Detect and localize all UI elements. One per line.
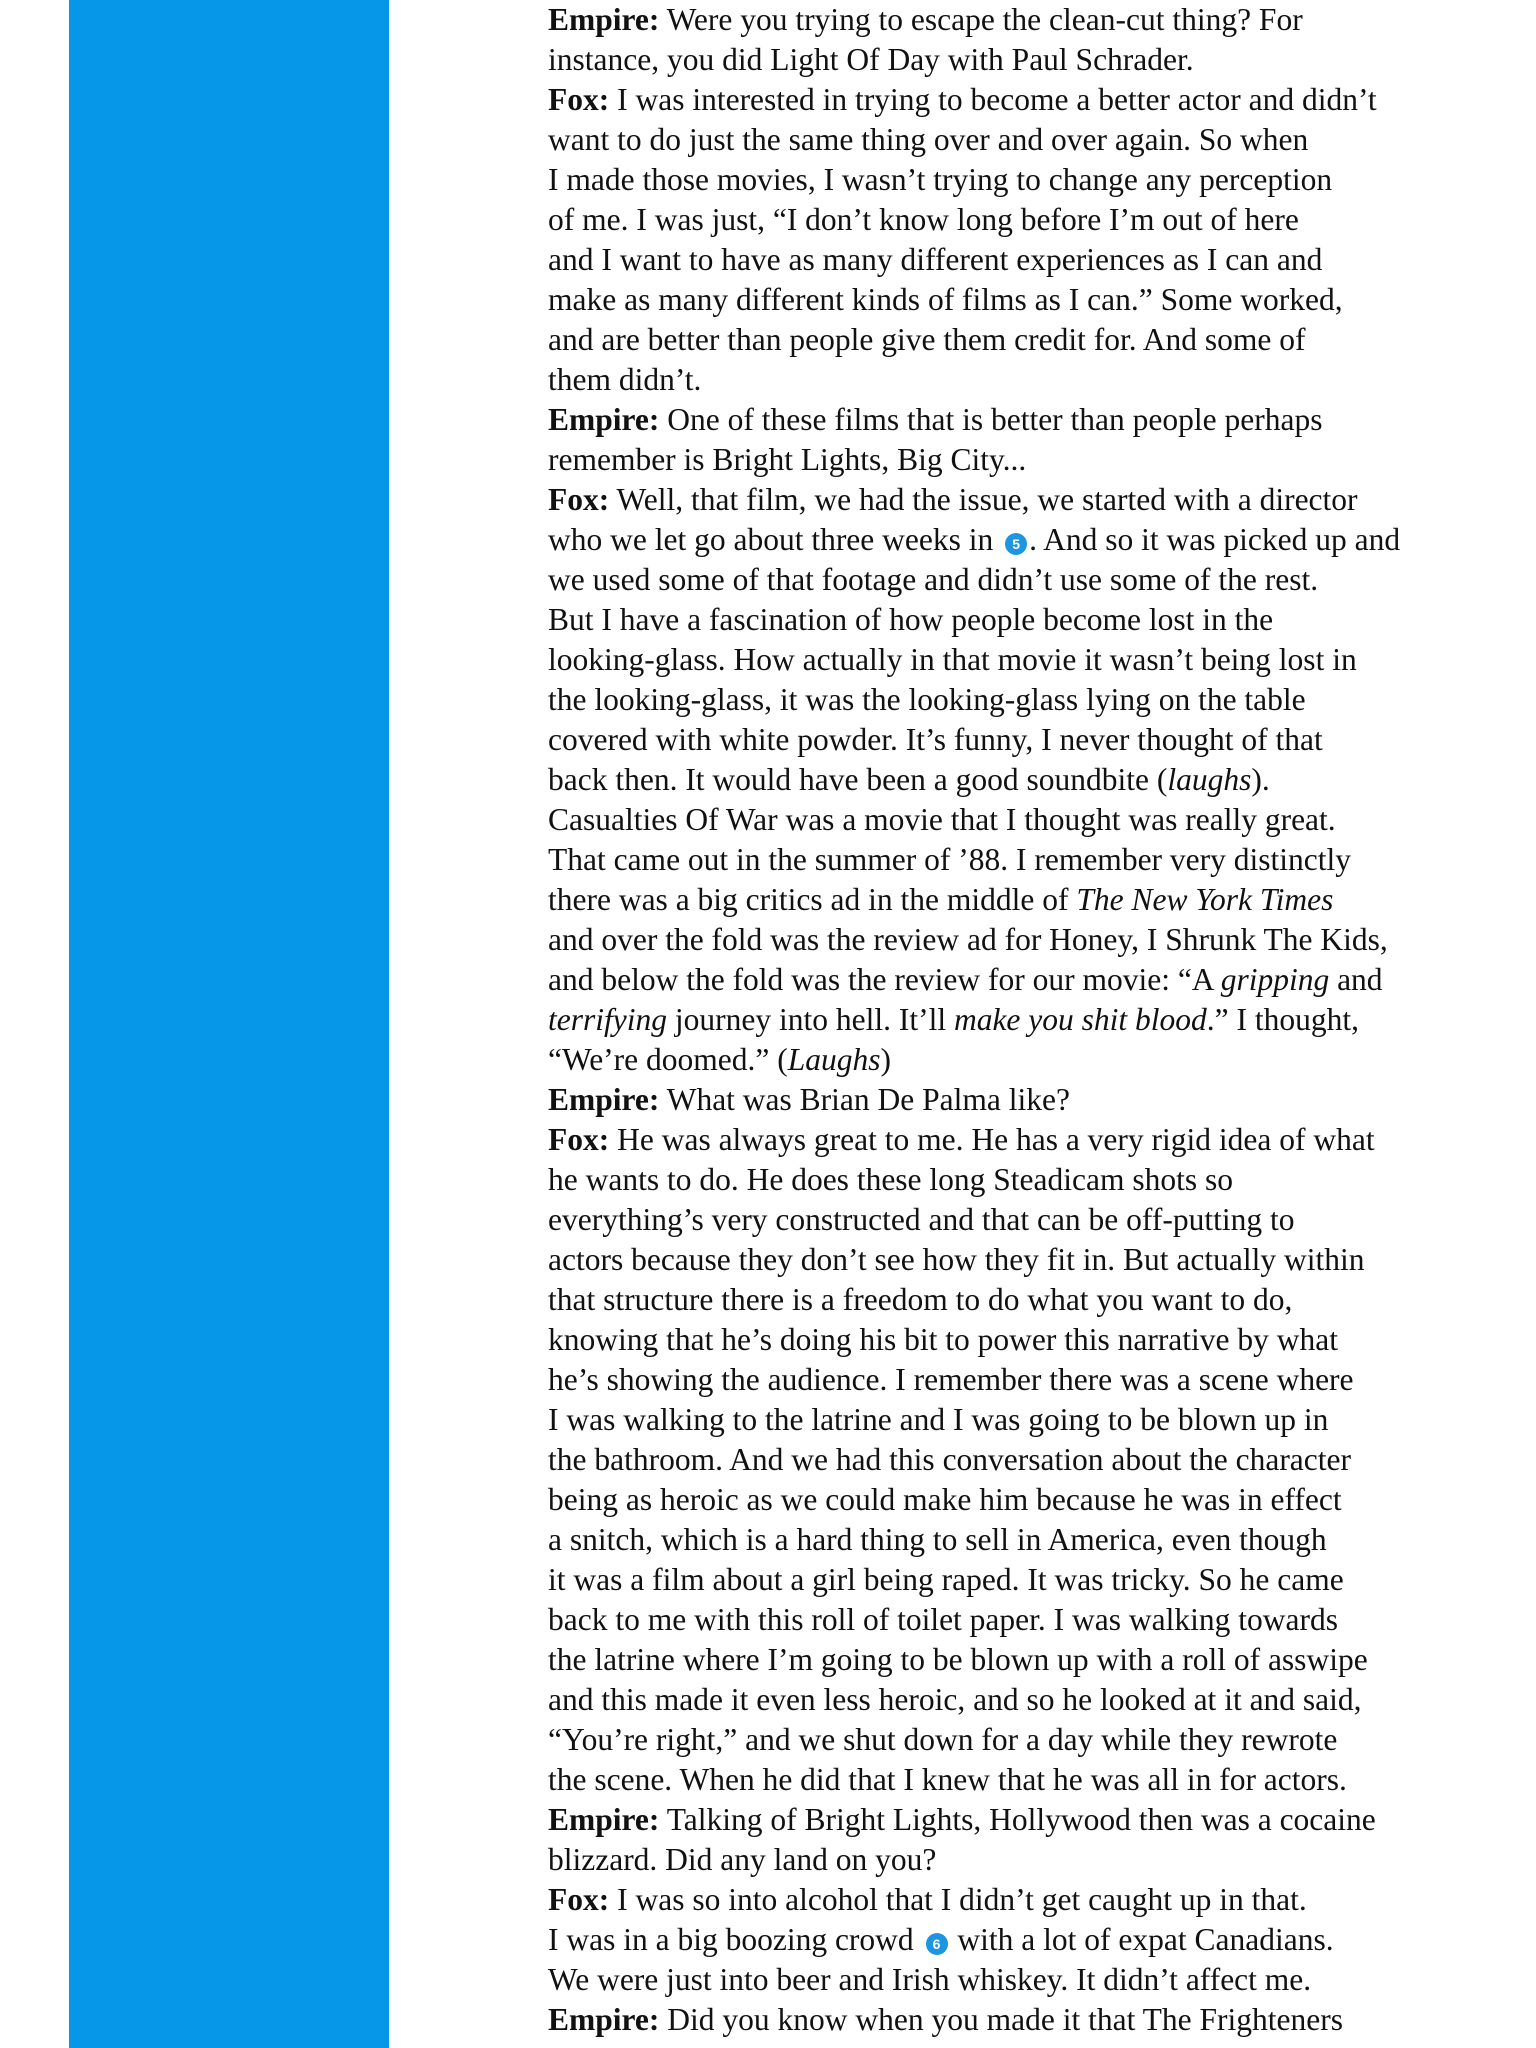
text-line xyxy=(548,880,1508,920)
body-text: He was always great to me. He has a very rigid idea of what xyxy=(609,1122,1375,1157)
body-text: instance, you did Light Of Day with Paul Schrader. xyxy=(548,42,1194,77)
text-line xyxy=(548,1960,1508,2000)
speaker-label: Fox: xyxy=(548,1882,610,1917)
footnote-marker-icon: 6 xyxy=(926,1933,948,1955)
body-text: and this made it even less heroic, and so he looked at it and said, xyxy=(548,1682,1362,1717)
body-text: We were just into beer and Irish whiskey. It didn’t affect me. xyxy=(548,1962,1312,1997)
speaker-label: Empire: xyxy=(548,2002,660,2037)
text-line xyxy=(548,560,1508,600)
text-line xyxy=(548,1800,1508,1840)
text-line xyxy=(548,120,1508,160)
speaker-label: Empire: xyxy=(548,402,660,437)
text-line xyxy=(548,1640,1508,1680)
text-line xyxy=(548,1040,1508,1080)
body-text: blizzard. Did any land on you? xyxy=(548,1842,937,1877)
italic-text: The New York Times xyxy=(1076,882,1334,917)
body-text: remember is Bright Lights, Big City... xyxy=(548,442,1027,477)
text-line xyxy=(548,280,1508,320)
body-text: Talking of Bright Lights, Hollywood then was a cocaine xyxy=(659,1802,1376,1837)
text-line xyxy=(548,640,1508,680)
speaker-label: Empire: xyxy=(548,1082,660,1117)
body-text: .” I thought, xyxy=(1206,1002,1360,1037)
text-line xyxy=(548,1840,1508,1880)
body-text: and over the fold was the review ad for Honey, I Shrunk The Kids, xyxy=(548,922,1388,957)
body-text: and I want to have as many different experiences as I can and xyxy=(548,242,1323,277)
text-line xyxy=(548,1120,1508,1160)
text-line xyxy=(548,1360,1508,1400)
body-text: Casualties Of War was a movie that I thought was really great. xyxy=(548,802,1336,837)
text-line xyxy=(548,480,1508,520)
body-text: covered with white powder. It’s funny, I never thought of that xyxy=(548,722,1323,757)
body-text: “We’re doomed.” ( xyxy=(548,1042,788,1077)
body-text: I was in a big boozing crowd xyxy=(548,1922,922,1957)
text-line xyxy=(548,1720,1508,1760)
body-text: want to do just the same thing over and over again. So when xyxy=(548,122,1309,157)
body-text: of me. I was just, “I don’t know long before I’m out of here xyxy=(548,202,1299,237)
body-text: with a lot of expat Canadians. xyxy=(949,1922,1334,1957)
speaker-label: Fox: xyxy=(548,482,610,517)
text-line xyxy=(548,840,1508,880)
text-line xyxy=(548,680,1508,720)
body-text: back then. It would have been a good soundbite ( xyxy=(548,762,1168,797)
body-text: But I have a fascination of how people become lost in the xyxy=(548,602,1274,637)
body-text: actors because they don’t see how they fit in. But actually within xyxy=(548,1242,1365,1277)
body-text: that structure there is a freedom to do what you want to do, xyxy=(548,1282,1293,1317)
text-line xyxy=(548,440,1508,480)
text-line xyxy=(548,760,1508,800)
text-line xyxy=(548,0,1508,40)
body-text: I was interested in trying to become a better actor and didn’t xyxy=(609,82,1377,117)
body-text: ). xyxy=(1251,762,1270,797)
body-text: make as many different kinds of films as I can.” Some worked, xyxy=(548,282,1343,317)
body-text: there was a big critics ad in the middle of xyxy=(548,882,1077,917)
text-line xyxy=(548,1280,1508,1320)
body-text: it was a film about a girl being raped. It was tricky. So he came xyxy=(548,1562,1344,1597)
text-line xyxy=(548,800,1508,840)
body-text: he’s showing the audience. I remember there was a scene where xyxy=(548,1362,1354,1397)
body-text: back to me with this roll of toilet paper. I was walking towards xyxy=(548,1602,1338,1637)
text-line xyxy=(548,400,1508,440)
text-line xyxy=(548,1240,1508,1280)
text-line xyxy=(548,1480,1508,1520)
body-text: the scene. When he did that I knew that he was all in for actors. xyxy=(548,1762,1347,1797)
body-text: and below the fold was the review for our movie: “A xyxy=(548,962,1221,997)
body-text: knowing that he’s doing his bit to power this narrative by what xyxy=(548,1322,1339,1357)
text-line xyxy=(548,1400,1508,1440)
body-text: What was Brian De Palma like? xyxy=(659,1082,1070,1117)
body-text: . And so it was picked up and xyxy=(1029,522,1401,557)
text-line xyxy=(548,1600,1508,1640)
body-text: One of these films that is better than people perhaps xyxy=(659,402,1323,437)
text-line xyxy=(548,520,1508,560)
body-text: looking-glass. How actually in that movie it wasn’t being lost in xyxy=(548,642,1357,677)
text-line xyxy=(548,1160,1508,1200)
body-text: That came out in the summer of ’88. I remember very distinctly xyxy=(548,842,1352,877)
text-line xyxy=(548,360,1508,400)
interview-text xyxy=(548,0,1508,2040)
text-line xyxy=(548,1320,1508,1360)
footnote-marker-icon: 5 xyxy=(1005,533,1027,555)
body-text: I was so into alcohol that I didn’t get caught up in that. xyxy=(609,1882,1307,1917)
body-text: “You’re right,” and we shut down for a day while they rewrote xyxy=(548,1722,1338,1757)
text-line xyxy=(548,1080,1508,1120)
italic-text: gripping xyxy=(1220,962,1330,997)
body-text: and xyxy=(1329,962,1383,997)
body-text: a snitch, which is a hard thing to sell in America, even though xyxy=(548,1522,1327,1557)
text-line xyxy=(548,80,1508,120)
speaker-label: Empire: xyxy=(548,1802,660,1837)
body-text: he wants to do. He does these long Steadicam shots so xyxy=(548,1162,1234,1197)
text-line xyxy=(548,1680,1508,1720)
blue-sidebar xyxy=(69,0,389,2048)
italic-text: terrifying xyxy=(548,1002,667,1037)
speaker-label: Fox: xyxy=(548,1122,610,1157)
text-line xyxy=(548,1560,1508,1600)
text-line xyxy=(548,200,1508,240)
italic-text: Laughs xyxy=(787,1042,881,1077)
text-line xyxy=(548,920,1508,960)
body-text: them didn’t. xyxy=(548,362,702,397)
text-line xyxy=(548,1440,1508,1480)
italic-text: make you shit blood xyxy=(953,1002,1207,1037)
text-line xyxy=(548,1520,1508,1560)
text-line xyxy=(548,1880,1508,1920)
body-text: Well, that film, we had the issue, we started with a director xyxy=(609,482,1358,517)
body-text: the bathroom. And we had this conversation about the character xyxy=(548,1442,1351,1477)
body-text: and are better than people give them credit for. And some of xyxy=(548,322,1306,357)
body-text: everything’s very constructed and that can be off-putting to xyxy=(548,1202,1295,1237)
speaker-label: Fox: xyxy=(548,82,610,117)
text-line xyxy=(548,1000,1508,1040)
text-line xyxy=(548,160,1508,200)
speaker-label: Empire: xyxy=(548,2,660,37)
text-line xyxy=(548,600,1508,640)
text-line xyxy=(548,1760,1508,1800)
text-line xyxy=(548,240,1508,280)
text-line xyxy=(548,2000,1508,2040)
body-text: the looking-glass, it was the looking-glass lying on the table xyxy=(548,682,1306,717)
body-text: Did you know when you made it that The Frighteners xyxy=(659,2002,1343,2037)
body-text: journey into hell. It’ll xyxy=(667,1002,954,1037)
body-text: I was walking to the latrine and I was going to be blown up in xyxy=(548,1402,1329,1437)
text-line xyxy=(548,1920,1508,1960)
text-line xyxy=(548,720,1508,760)
text-line xyxy=(548,1200,1508,1240)
body-text: we used some of that footage and didn’t use some of the rest. xyxy=(548,562,1319,597)
body-text: the latrine where I’m going to be blown up with a roll of asswipe xyxy=(548,1642,1368,1677)
text-line xyxy=(548,320,1508,360)
body-text: I made those movies, I wasn’t trying to change any perception xyxy=(548,162,1333,197)
body-text: Were you trying to escape the clean-cut thing? For xyxy=(659,2,1303,37)
text-line xyxy=(548,960,1508,1000)
text-line xyxy=(548,40,1508,80)
body-text: who we let go about three weeks in xyxy=(548,522,1002,557)
italic-text: laughs xyxy=(1167,762,1252,797)
body-text: being as heroic as we could make him because he was in effect xyxy=(548,1482,1342,1517)
body-text: ) xyxy=(880,1042,891,1077)
